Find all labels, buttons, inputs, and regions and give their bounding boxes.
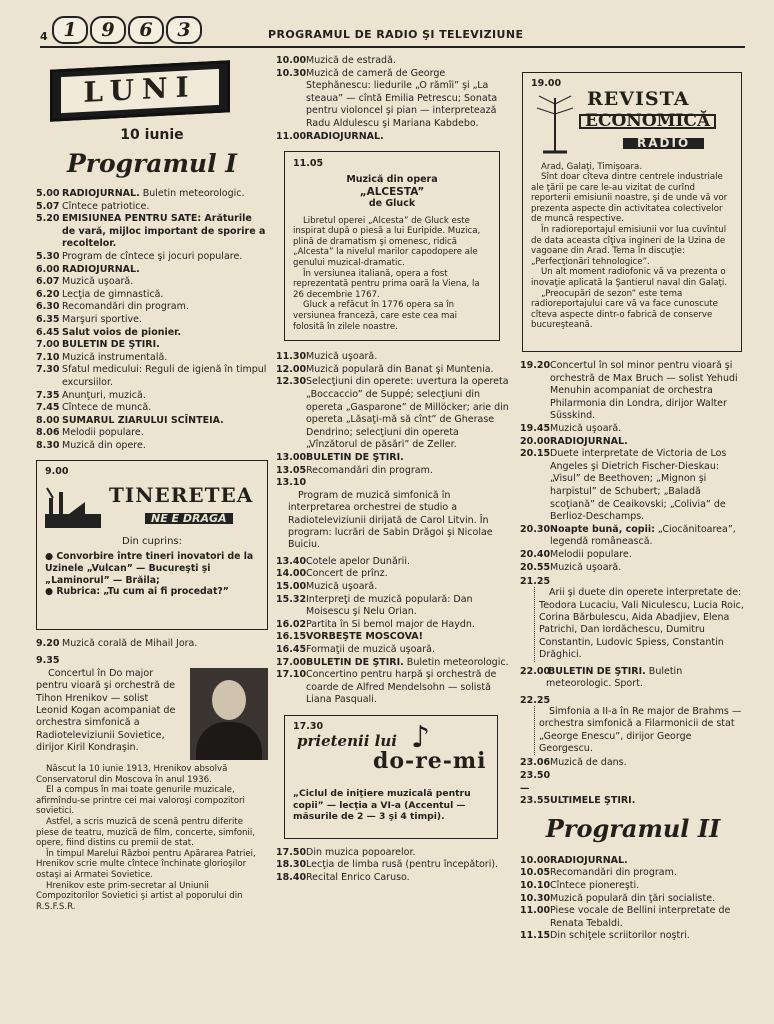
program-list <box>276 55 512 143</box>
program-entry: 10.10Cîntece pionereşti. <box>520 879 640 891</box>
program-entry: 6.00 RADIOJURNAL. <box>36 263 140 275</box>
program-entry: 17.00BULETIN DE ŞTIRI. Buletin meteorologic. <box>276 656 509 668</box>
program-entry: 7.00 BULETIN DE ŞTIRI. <box>36 339 160 351</box>
program-entry: 20.55Muzică uşoară. <box>520 561 622 573</box>
simfonic-text: Program de muzică simfonică în interpretarea orchestrei de studio a Radioteleviziunii dirijată de Carol Litvin. În program: lucrări de Sabin Drăgoi şi Nicolae Buiciu. <box>288 489 493 551</box>
bio-paragraph: El a compus în mai toate genurile muzicale, afirmîndu-se printre cei mai valoroşi compozitori sovietici. <box>36 785 245 817</box>
page-header <box>40 16 740 48</box>
program-heading: Programul I <box>66 149 238 178</box>
box-time: 19.00 <box>531 78 562 89</box>
program-entry: 16.45Formaţii de muzică uşoară. <box>276 643 435 655</box>
program-entry: 10.00RADIOJURNAL. <box>520 854 628 866</box>
alcesta-text: În versiunea italiană, opera a fost reprezentată pentru prima oară la Viena, la 26 decembrie 1767. <box>293 268 480 300</box>
program-entry: 6.07 Muzică uşoară. <box>36 276 134 288</box>
program-entry: 20.40Melodii populare. <box>520 548 632 560</box>
revista-radio: RADIO <box>623 138 704 150</box>
program-entry: 15.00Muzică uşoară. <box>276 580 378 592</box>
revista-text: „Preocupări de sezon” este tema radioreportajului care vă va face cunoscute cîteva aspecte dintr-o fabrică de conserve bucureşteană. <box>531 288 718 331</box>
revista-subtitle: ECONOMICĂ <box>579 114 716 130</box>
program-entry: 7.30 Sfatul medicului: Reguli de igienă în timpul excursiilor. <box>36 364 267 388</box>
day-title: LUNI <box>61 69 219 113</box>
concert-block <box>36 668 268 754</box>
revista-logo <box>531 87 733 158</box>
bio-paragraph: Născut la 10 iunie 1913, Hrenikov absolvă Conservatorul din Moscova în anul 1936. <box>36 764 228 785</box>
doremi-logo-bottom: do-re-mi <box>373 748 487 775</box>
bio-paragraph: Hrenikov este prim-secretar al Uniunii Compozitorilor Sovietici şi artist al poporului din R.S.F.S.R. <box>36 880 243 912</box>
header-rule <box>40 46 745 48</box>
program-entry: 12.00Muzică populară din Banat şi Muntenia. <box>276 363 494 375</box>
program-entry: 8.06 Melodii populare. <box>36 427 144 439</box>
box-time: 11.05 <box>293 158 324 170</box>
program-entry: 6.45 Salut voios de pionier. <box>36 326 182 338</box>
program-entry: 10.05Recomandări din program. <box>520 867 677 879</box>
column-2 <box>276 55 512 885</box>
program-entry: 16.02Partita în Si bemol major de Haydn. <box>276 618 475 630</box>
program-list <box>276 351 512 490</box>
program-entry: 10.30Muzică populară din ţări socialiste. <box>520 892 716 904</box>
program-entry: 6.35 Marşuri sportive. <box>36 313 143 325</box>
program-entry: 5.00 RADIOJURNAL. Buletin meteorologic. <box>36 188 245 199</box>
program-list <box>520 360 746 574</box>
program-entry: 11.15Din schiţele scriitorilor noştri. <box>520 930 690 942</box>
alcesta-text: Gluck a refăcut în 1776 opera sa în versiunea franceză, care este cea mai folosită în zilele noastre. <box>293 300 458 332</box>
cuprins-label: Din cuprins: <box>122 535 182 547</box>
program-entry: 12.30Selecţiuni din operete: uvertura la opereta „Boccaccio” de Suppé; selecţiuni din opereta „Gasparone” de Millöcker; arie din opereta „Lăsaţi-mă să cînt” de Gherase Dendrino; selecţiuni din opereta „Vînzătorul de păsări” de Zeller. <box>276 376 509 451</box>
alcesta-title: Muzică din opera „ALCESTA” de Gluck <box>346 173 438 209</box>
program-entry: 20.15Duete interpretate de Victoria de Los Angeles şi Dietrich Fischer-Dieskau: „Visul” de Beethoven; „Mignon şi harpistul” de Schubert; „Baladă scoţiană” de Ceaikovski; „Colivia” de Berlioz-Deschamps. <box>520 448 727 523</box>
program-list <box>276 556 512 707</box>
program-entry: 17.10Concertino pentru harpă şi orchestră de coarde de Alfred Mendelsohn — solistă Liana Pasquali. <box>276 669 497 706</box>
program-entry: 19.45Muzică uşoară. <box>520 422 622 434</box>
year-digit: 1 <box>52 16 88 44</box>
program-entry: 8.00 SUMARUL ZIARULUI SCÎNTEIA. <box>36 414 224 426</box>
program-entry: 5.20 EMISIUNEA PENTRU SATE: Arăturile de vară, mijloc important de sporire a recoltelor. <box>36 213 266 250</box>
revista-text: Sînt doar cîteva dintre centrele industriale ale ţării pe care le-au vizitat de curînd reporterii emisiunii noastre, şi de unde vă vor prezenta aspecte din activitatea colectivelor de muncă respective. <box>531 172 728 225</box>
list-item: ● Rubrica: „Tu cum ai fi procedat?” <box>45 586 229 598</box>
program-entry: 10.30Muzică de cameră de George Stephănescu: liedurile „O rămîi” şi „La steaua” — cîntă Emilia Petrescu; Sonata pentru violoncel şi pian — interpretează Radu Aldulescu şi Mariana Kabdebo. <box>276 67 498 129</box>
page-title: PROGRAMUL DE RADIO ŞI TELEVIZIUNE <box>268 28 524 41</box>
revista-title: REVISTA <box>587 87 690 110</box>
program-entry: 15.32Interpreţi de muzică populară: Dan Moisescu şi Nelu Orian. <box>276 593 473 618</box>
program-entry: 7.35 Anunţuri, muzică. <box>36 389 146 401</box>
program-entry: 18.30Lecţia de limba rusă (pentru începători). <box>276 859 499 871</box>
bio-paragraph: Astfel, a scris muzică de scenă pentru diferite piese de teatru, muzică de film, concerte, simfonii, opere, fiind distins cu premii de stat. <box>36 817 255 849</box>
program-entry: 16.15VORBEŞTE MOSCOVA! <box>276 631 423 643</box>
concert-time: 9.35 <box>36 655 60 667</box>
year-digit: 6 <box>128 16 164 44</box>
program-entry: 18.40Recital Enrico Caruso. <box>276 872 410 884</box>
program-entry: 7.45 Cîntece de muncă. <box>36 402 152 414</box>
program-entry: 9.20 Muzică corală de Mihail Jora. <box>36 638 198 650</box>
year-digit: 3 <box>166 16 202 44</box>
column-1 <box>36 55 268 912</box>
program-entry: 6.20 Lecţia de gimnastică. <box>36 288 164 300</box>
program-2-heading: Programul II <box>545 813 721 843</box>
program-entry: 23.06Muzică de dans. <box>520 757 627 769</box>
arii-text: Arii şi duete din operete interpretate de: Teodora Lucaciu, Vali Niculescu, Lucia Roic, Corina Bărbulescu, Aida Abadjiev, Elena Patrichi, Dan Iordăchescu, Dumitru Constantin, Ludovic Spiess, Constantin Drăghici. <box>534 587 746 661</box>
antenna-icon <box>533 94 577 154</box>
program-entry: 6.30 Recomandări din program. <box>36 301 189 313</box>
doremi-box <box>284 715 498 839</box>
page-number: 4 <box>40 30 48 43</box>
box-time: 17.30 <box>293 720 324 732</box>
day-logo <box>50 60 230 121</box>
alcesta-text: Libretul operei „Alcesta” de Gluck este inspirat după o piesă a lui Euripide. Muzica, plină de dramatism şi omenesc, ridică „Alcesta” la nivelul marilor capodopere ale genului muzical-dramatic. <box>293 215 481 269</box>
program-list <box>520 757 746 807</box>
program-entry: 23.50—23.55ULTIMELE ŞTIRI. <box>520 769 636 807</box>
alcesta-box <box>284 151 500 341</box>
program-entry: 22.00BULETIN DE ŞTIRI. Buletin meteorologic. Sport. <box>520 665 683 690</box>
revista-box <box>522 72 742 352</box>
tineretea-logo <box>45 484 259 530</box>
program-entry: 13.10 <box>276 477 307 489</box>
program-entry: 5.07 Cîntece patriotice. <box>36 200 150 212</box>
column-3 <box>520 72 746 943</box>
box-time: 9.00 <box>45 466 69 478</box>
list-item: ● Convorbire între tineri inovatori de la Uzinele „Vulcan” — Bucureşti şi „Laminorul” — Brăila; <box>45 551 254 586</box>
program-entry: 8.30 Muzică din opere. <box>36 439 146 451</box>
doremi-logo-top: prietenii lui <box>297 732 397 751</box>
year-logo <box>52 16 202 44</box>
program-entry: 11.00RADIOJURNAL. <box>276 130 384 142</box>
program-list <box>36 188 268 452</box>
program-list <box>276 847 512 885</box>
program-entry: 20.00RADIOJURNAL. <box>520 435 628 447</box>
date-heading: 10 iunie <box>120 127 184 143</box>
program-entry: 20.30Noapte bună, copii: „Ciocănitoarea”, legendă românească. <box>520 523 736 548</box>
brahms-text: Simfonia a II-a în Re major de Brahms — orchestra simfonică a Filarmonicii de stat „George Enescu”, dirijor George Georgescu. <box>534 706 746 756</box>
program-entry: 5.30 Program de cîntece şi jocuri populare. <box>36 250 243 262</box>
program-entry: 14.00Concert de prînz. <box>276 568 388 580</box>
program-entry: 13.00BULETIN DE ŞTIRI. <box>276 451 404 463</box>
program-entry: 19.20Concertul în sol minor pentru vioară şi orchestră de Max Bruch — solist Yehudi Menuhin acompaniat de orchestra Philarmonia din Londra, dirijor Walter Süsskind. <box>520 360 738 422</box>
program-entry: 11.30Muzică uşoară. <box>276 351 378 363</box>
revista-text: Un alt moment radiofonic vă va prezenta o inovaţie aplicată la Şantierul naval din Galaţi. <box>531 267 728 289</box>
program-list <box>520 855 746 943</box>
tineretea-title: TINERETEA <box>109 482 254 507</box>
music-note-icon: ♪ <box>411 720 431 756</box>
program-entry: 11.00Piese vocale de Bellini interpretate de Renata Tebaldi. <box>520 905 731 929</box>
revista-text: În radioreportajul emisiunii vor lua cuvîntul de data aceasta cîţiva ingineri de la Uzina de vagoane din Arad. Tema în discuţie: „Perfecţionări tehnologice”. <box>531 225 727 267</box>
program-entry: 7.10 Muzică instrumentală. <box>36 351 168 363</box>
program-entry: 13.05Recomandări din program. <box>276 464 433 476</box>
composer-bio <box>36 764 268 912</box>
tineretea-box <box>36 460 268 630</box>
concert-text: Concertul în Do major pentru vioară şi orchestră de Tihon Hrenikov — solist Leonid Kogan acompaniat de orchestra simfonică a Radioteleviziunii Sovietice, dirijor Kiril Kondraşin. <box>36 668 176 753</box>
brahms-time: 22.25 <box>520 694 551 706</box>
arii-time: 21.25 <box>520 576 551 588</box>
program-entry: 13.40Cotele apelor Dunării. <box>276 555 410 567</box>
year-digit: 9 <box>90 16 126 44</box>
doremi-text: „Ciclul de iniţiere muzicală pentru copii” — lecţia a VI-a (Accentul — măsurile de 2 — 3 şi 4 timpi). <box>293 788 471 823</box>
revista-text: Arad, Galaţi, Timişoara. <box>541 161 643 172</box>
bio-paragraph: În timpul Marelui Război pentru Apărarea Patriei, Hrenikov scrie multe cîntece închinate glorioşilor ostaşi ai Armatei Sovietice. <box>36 848 256 880</box>
program-entry: 17.50Din muzica popoarelor. <box>276 846 416 858</box>
program-entry: 10.00Muzică de estradă. <box>276 55 396 66</box>
tineretea-subtitle: NE E DRAGĂ <box>145 513 233 525</box>
factory-icon <box>45 484 105 530</box>
composer-photo <box>190 668 268 760</box>
